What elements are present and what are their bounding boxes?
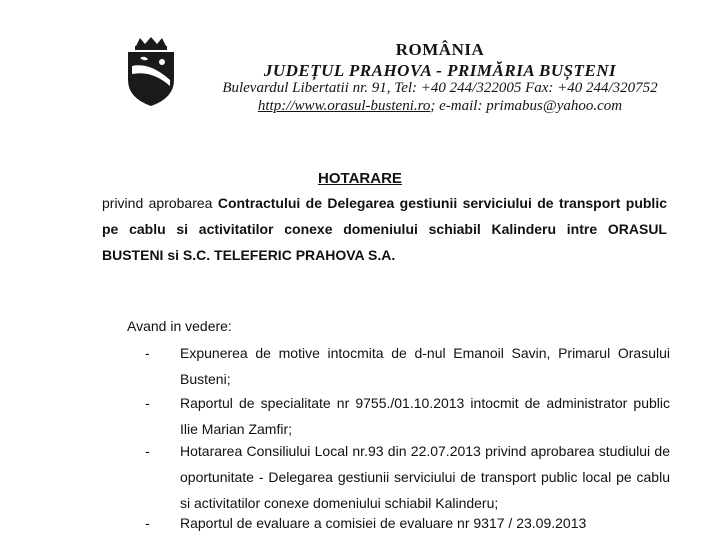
list-dash: - (145, 345, 150, 361)
address-line: Bulevardul Libertatii nr. 91, Tel: +40 244/322005 Fax: +40 244/320752 (222, 80, 658, 96)
list-dash: - (145, 395, 150, 411)
list-dash: - (145, 443, 150, 459)
county-hall-name: JUDEȚUL PRAHOVA - PRIMĂRIA BUȘTENI (263, 61, 617, 80)
subject-bold-1: Contractului de Delegarea gestiunii serviciului de transport public (217, 195, 667, 211)
list-item-text: Raportul de evaluare a comisiei de evaluare nr 9317 / 23.09.2013 (180, 515, 587, 531)
subject-line-2: pe cablu si activitatilor conexe domeniului schiabil Kalinderu intre ORASUL (102, 221, 667, 237)
list-item-text: Raportul de specialitate nr 9755./01.10.2013 intocmit de administrator public Ilie Marian Zamfir; (180, 395, 670, 437)
subject-prefix: privind aprobarea (102, 195, 218, 211)
intro-text: Avand in vedere: (127, 318, 232, 334)
website-link[interactable]: http://www.orasul-busteni.ro (257, 98, 431, 114)
list-dash: - (145, 515, 150, 531)
list-item-text: Expunerea de motive intocmita de d-nul Emanoil Savin, Primarul Orasului Busteni; (180, 345, 670, 387)
coat-of-arms-icon (120, 36, 182, 108)
contact-line (190, 98, 690, 115)
list-item-text: Hotararea Consiliului Local nr.93 din 22.07.2013 privind aprobarea studiului de oportunitate - Delegarea gestiunii serviciului de transport public local pe cablu si activitatilor conexe domeniului schiabil Kalinderu; (180, 443, 670, 511)
country-name: ROMÂNIA (395, 40, 485, 59)
subject-line-1 (102, 190, 667, 216)
document-title: HOTARARE (318, 170, 402, 187)
email-line: ; e-mail: primabus@yahoo.com (430, 98, 623, 114)
subject-line-3: BUSTENI si S.C. TELEFERIC PRAHOVA S.A. (102, 247, 396, 263)
